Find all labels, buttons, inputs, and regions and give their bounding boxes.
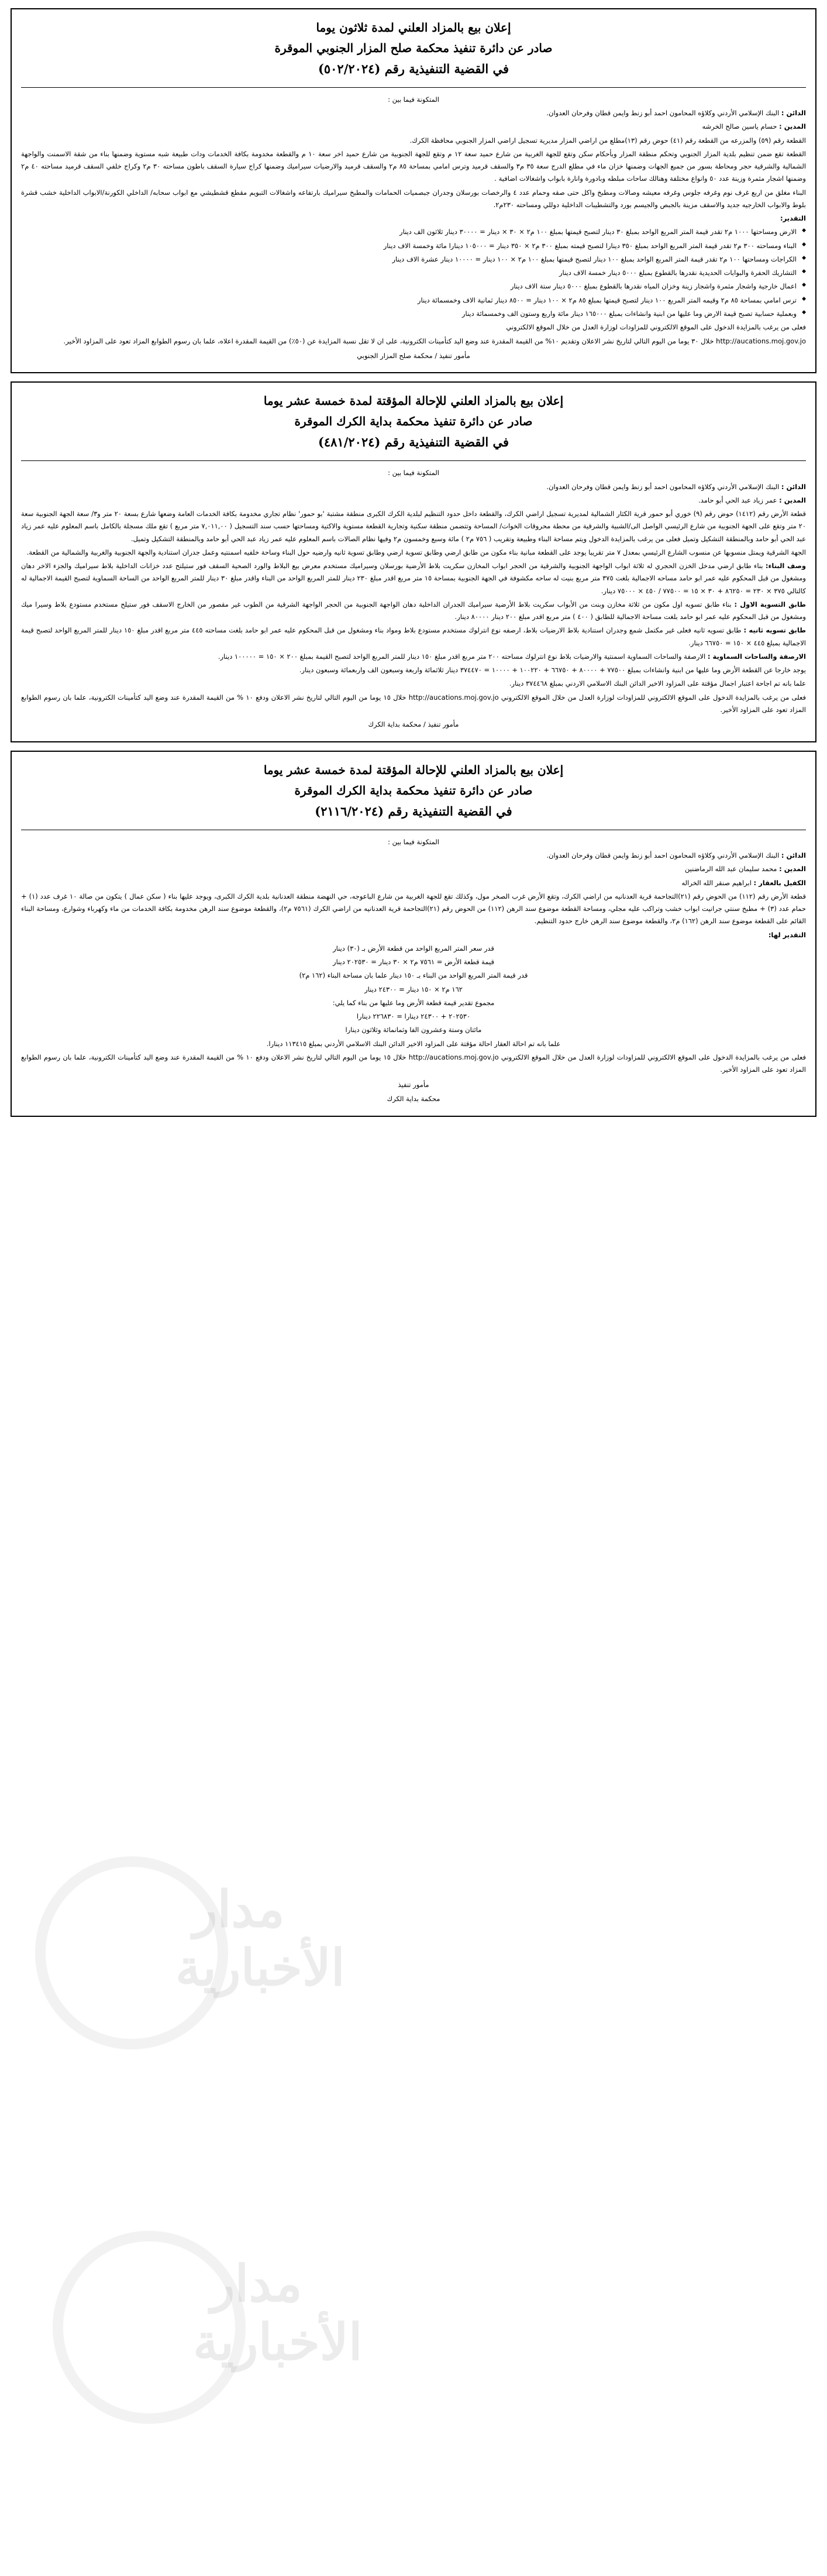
- notice-3-party-guarantor: [21, 877, 806, 889]
- document-page: [0, 8, 827, 2576]
- notice-3-title-line1: إعلان بيع بالمزاد العلني للإحالة المؤقتة لمدة خمسة عشر يوما: [263, 762, 564, 777]
- notice-3-valuation-line: قدر سعر المتر المربع الواحد من قطعة الأرض بـ (٣٠) دينار: [333, 944, 494, 952]
- notice-1-paragraph: القطعة تقع ضمن تنظيم بلدية المزار الجنوبي وتحكم منطقة المزار وبأحكام سكن وتقع للجهة الغربية من شارع حميد سعة ١٢ م وتقع للجهة الجنوبية من شارع حميد اخر سعة ١٠ م والقطعة مخدومة بكافة الخدمات ودات طبيعة شبه مستوية وضمنها بناء من شقة الاسمنت والواجهة الشمالية والشرقية حجر ومحاطة بسور من جميع الجهات وضمنها خزان ماء في مطلع الدرج سعة ٣٥ م٣ والسقف قرميد وترس امامي بمساحة ٨٥ م٢ والسقف قرميد والارضيات سيراميك وضمنها كراج سيارة السقف باطون مساحته ٣٠ م٢ وكراج خلفي السقف قرميد مساحته ٤٠ م٢ وضمنها اشجار مثمرة وزينة عدد ٥٠ وانواع مختلفة وهنالك ساحات مبلطه وبادورة وانارة بابواب واشغالات اضافية .: [21, 149, 807, 183]
- notice-3-valuation-line: مجموع تقدير قيمة قطعة الأرض وما عليها من بناء كما يلي:: [332, 998, 495, 1007]
- notice-2-subsection-text: بناء طابق ارضي مدخل الخزن الحجري له ثلاثة ابواب الواجهة الجنوبية والشرقية من الحجر ابواب المخازن سكريت بلاط الأرضية بورسلان وسيراميك مستخدم معرض بيع البلاط والورد الصحية السقف فور ستيلتح عدد خزانات الداخلية بلاط سيراميك والجزء الاخر دهان ومشغول من قبل المحكوم عليه عمر ابو حامد مساحه الاجمالية بلغت ٣٧٥ متر مربع بنيت له ساحه مكشوفة في الجهة الجنوبية بمساحة ١٥ متر مربع اقدر مبلغ ٢٣٠ دينار للمتر المربع الواحد من البناء واقدر مبلغ ٣٠ دينار للمتر المربع الواحد من الساحة السماوية لتصبح القيمة الاجمالية له كالتالي ٣٧٥ × ٢٣٠ = ٨٦٢٥٠ + ٣٠ × ١٥ = ٧٧٥٠٠ / ٤٥٠ × ٧٥٠٠٠ دينار.: [21, 562, 806, 595]
- notice-2-subsection-text: طابق تسويه ثانيه فعلى غير مكتمل شمع وجدران استنادية بلاط الارضيات بلاط، ارصفه نوع انترلوك مستخدم مستودع بلاط ومواد بناء ومشغول من قبل المحكوم عليه عمر ابو حامد بلغت مساحته ٤٤٥ متر مربع اقدر مبلغ ١٥٠ دينار للمتر المربع الواحد لتصبح قيمة الاجمالية بمبلغ ٤٤٥ × ١٥٠ = ٦٦٧٥٠ دينار.: [21, 626, 806, 647]
- notice-3-party-debtor: [21, 863, 806, 875]
- notice-3-valuation-line: علما بانه تم احالة العقار احالة مؤقتة على المزاود الاخير الدائن البنك الاسلامي الأردني بمبلغ ١١٣٤١٥ دينارا.: [266, 1039, 561, 1048]
- notice-3-party-creditor-value: البنك الإسلامي الأردني وكلاؤه المحامون احمد أبو زنط وايمن قطان وفرحان العدوان.: [546, 851, 780, 859]
- watermark-text: مدار: [193, 1880, 285, 1939]
- notice-3-header: [21, 760, 806, 823]
- notice-2-extra-paragraph: يوجد خارجا عن القطعة الأرض وما عليها من ابنية وانشاءات بمبلغ ٧٧٥٠٠ + ٨٠٠٠٠ + ٦٦٧٥٠ + ١٠٠٢٢٠ + ١٠٠٠٠ = ٣٧٤٤٧٠ دينار ثلاثمائة واربعة وسبعون الف واربعمائة وسبعون دينار.: [299, 666, 806, 675]
- notice-2-extra-paragraph: فعلى من يرغب بالمزايدة الدخول على الموقع الالكتروني للمزاودات لوزارة العدل من خلال الموقع الالكتروني http://aucations.moj.gov.jo خلال ١٥ يوما من اليوم التالي لتاريخ نشر الاعلان ودفع ١٠ % من القيمة المقدرة عند وضع اليد كتأمينات الكترونية، علما بان رسوم الطوابع المزاد تعود على المزاود الأخير.: [21, 693, 806, 714]
- notice-2-subsection-title: طابق تسويه ثانيه :: [743, 626, 806, 635]
- notice-3-party-guarantor-label: الكفيل بالعقار :: [753, 878, 806, 887]
- notice-2-intro: المتكونة فيما بين :: [388, 469, 439, 477]
- notice-2-title-line3: في القضية التنفيذية رقم (٤٨١/٢٠٢٤): [318, 435, 509, 450]
- notice-3-valuation-line: قيمة قطعة الأرض = ٧٥٦١ م٢ × ٣٠ دينار = ٢٠٢٥٣٠ دينار: [333, 958, 494, 967]
- notice-1-intro: المتكونة فيما بين :: [388, 95, 439, 104]
- notice-3-title-line3: في القضية التنفيذية رقم (٢١١٦/٢٠٢٤): [315, 803, 512, 818]
- notice-1-party-creditor-label: الدائن :: [781, 109, 806, 118]
- notice-2-divider: [21, 460, 806, 461]
- notice-3-party-creditor: [21, 850, 806, 862]
- notice-2-subsection: [21, 651, 806, 663]
- notice-2-paragraph: قطعة الأرض رقم (١٤١٢) حوض رقم (٩) خوري أبو حمور قرية الكثار الشمالية لمديرية تسجيل اراضي الكرك، والقطعة داخل حدود التنظيم لبلدية الكرك الكبرى منطقة مشتبة 'بو حمور' نظام تجاري مخدومة بكافة الخدمات العامة وضعها شارع بسعة ٢٠ متر و٣/ سعة الجهة الجنوبية سعة ٢٠ متر وتقع على الجهة الجنوبية من شارع الرئيسي الواصل الى/الشبية والشرقية من محطة محروقات الخوات/ المساحة وتتضمن منطقة سكنية وتجارية القطعة مستوية والاكتية ومساحتها حسب سند التسجيل ( ٧,٠١١,٠٠ متر مربع ) تقع ملك مسجلة بالكامل باسم المعلوم عليه عمر زياد عبد الحي أبو حامد وبالمنطقة التشكيل وتميل فعلى من يرغب بالمزايدة الدخول ويتم مساحة البناء وطبيعة وتقريب ( ٧٥٦ م٢ ) مائة وسبع وخمسون م٢ وفيها نظام الصالات باسم المعلوم عليه عمر زياد عبد الحي أبو حامد وبالمنطقة التشكيل وتميل.: [21, 510, 807, 543]
- list-item: ◆ الارض ومساحتها ١٠٠٠ م٢ تقدر قيمة المتر المربع الواحد بمبلغ ٣٠ دينار لتصبح قيمتها بمبلغ ١٠٠ م٢ × ٣٠ × دينار = ٣٠٠٠٠ دينار ثلاثون الف دينار: [21, 226, 806, 238]
- notice-3-party-guarantor-value: ابراهيم صنقر الله الخراله: [681, 878, 752, 887]
- auction-notice-3: [11, 751, 816, 1117]
- notice-2-party-debtor-label: المدين :: [779, 496, 806, 504]
- notice-2-subsection-title: الارصفة والساحات السماوية :: [707, 652, 806, 661]
- list-item: ◆ البناء ومساحته ٣٠٠ م٢ تقدر قيمة المتر المربع الواحد بمبلغ ٣٥٠ دينارا لتصبح قيمته بمبلغ ٣٠٠ م٢ × ٣٥٠ دينار = ١٠٥٠٠٠ دينارا مائة وخمسة الاف دينار: [21, 240, 806, 252]
- notice-1-title-line3: في القضية التنفيذية رقم (٥٠٢/٢٠٢٤): [318, 61, 509, 76]
- list-item: ◆ وبعملية حسابية تصبح قيمة الارض وما عليها من ابنية وانشاءات بمبلغ ١٦٥٠٠٠ دينار مائة واربع وستون الف وخمسمائة دينار: [21, 308, 806, 320]
- notice-1-party-debtor-label: المدين :: [779, 122, 806, 131]
- notice-2-signature: مأمور تنفيذ / محكمة بداية الكرك: [368, 720, 459, 729]
- notice-2-subsection: [21, 624, 806, 649]
- notice-2-paragraph: الجهة الشرقية ويمتل منسوبها عن منسوب الشارع الرئيسي بمعدل ٧ متر تقريبا يوجد على القطعة مبانية بناء مكون من طابق ارضي وطابق تسوية ارضي وطابق تسوية ثانيه وارضيه حول البناء وساحة خلفيه اسمنتيه وعمل جدران استنادية والجهة الجنوبية والغربية والشمالية من القطعة.: [26, 548, 806, 556]
- notice-2-party-creditor-value: البنك الإسلامي الأردني وكلاؤه المحامون احمد أبو زنط وايمن قطان وفرحان العدوان.: [546, 482, 780, 491]
- notice-3-party-debtor-value: محمد سليمان عبد الله الرماضنين: [684, 865, 777, 873]
- watermark-text: الأخبارية: [175, 1938, 345, 1997]
- watermark-layer: [0, 1786, 827, 2576]
- notice-2-subsection-title: طابق التسوية الاول :: [734, 600, 807, 608]
- notice-1-signature: مأمور تنفيذ / محكمة صلح المزار الجنوبي: [357, 351, 470, 360]
- notice-3-valuation-line: قدر قيمة المتر المربع الواحد من البناء بـ ١٥٠ دينار علما بان مساحة البناء (١٦٢ م٢): [299, 971, 528, 980]
- notice-3-title-line2: صادر عن دائرة تنفيذ محكمة بداية الكرك الموقرة: [294, 783, 533, 797]
- auction-notice-2: [11, 381, 816, 742]
- notice-3-signature-line2: محكمة بداية الكرك: [387, 1095, 440, 1103]
- notice-1-header: [21, 18, 806, 80]
- notice-1-party-creditor-value: البنك الإسلامي الأردني وكلاؤه المحامون احمد أبو زنط وايمن قطان وفرحان العدوان.: [546, 109, 780, 118]
- list-item: ◆ ترس امامي بمساحة ٨٥ م٢ وقيمه المتر المربع ١٠٠ دينار لتصبح قيمتها بمبلغ ٨٥ م٢ × ١٠٠ دينار = ٨٥٠٠ دينار ثمانية الاف وخمسمائة دينار: [21, 294, 806, 307]
- notice-1-closing-line2: http://aucations.moj.gov.jo خلال ٣٠ يوما من اليوم التالي لتاريخ نشر الاعلان وتقديم ١٠% من القيمة المقدرة عند وضع اليد كتأمينات الكترونية، على ان لا تقل نسبة المزايدة عن (٥٠٪) من القيمة المقدرة اعلاه، علما بان رسوم الطوابع المزاد تعود على المزاود الأخير.: [63, 336, 806, 345]
- notice-2-title-line2: صادر عن دائرة تنفيذ محكمة بداية الكرك الموقرة: [294, 414, 533, 429]
- notice-3-signature-line1: مأمور تنفيذ: [398, 1080, 429, 1089]
- notice-2-header: [21, 391, 806, 453]
- watermark-circle-icon: [53, 2231, 246, 2424]
- notice-2-subsection-text: الارصفة والساحات السماوية اسمنتية والارضيات بلاط نوع انترلوك مساحته ٢٠٠ متر مربع اقدر مبلغ ١٥٠ دينار للمتر المربع الواحد لتصبح القيمة بمبلغ ٢٠٠ × ١٥٠ = ١٠٠٠٠٠ دينار.: [218, 652, 706, 661]
- notice-3-body: [21, 836, 806, 1077]
- notice-1-valuation-title: التقدير:: [780, 214, 806, 223]
- notice-1-party-debtor-value: حسام ياسين صالح الخرشه: [702, 122, 777, 131]
- list-item: ◆ الكراجات ومساحتها ١٠٠ م٢ تقدر قيمة المتر المربع الواحد بمبلغ ١٠٠ دينار لتصبح قيمتها بمبلغ ١٠٠ م٢ × ١٠٠ دينار = ١٠٠٠٠ دينار عشرة الاف دينار: [21, 253, 806, 266]
- notice-2-party-debtor: [21, 494, 806, 507]
- notice-1-divider: [21, 87, 806, 88]
- watermark-circle-icon: [35, 1856, 228, 2049]
- notice-3-paragraph: قطعة الأرض رقم (١١٢) من الحوض رقم (٢١)التجاحمة قرية العدنانيه من اراضي الكرك، وتقع الأرض غرب الصخر مول، وكذلك تقع للجهة الغربية من شارع الباعوجه، حي النهضة منطقة العدنانية بلدية الكرك الكبرى، ويوجد عليها بناء ( سكن عمال ) يتكون من صالة ١٠ غرف عدد (١) + حمام عدد (٣) + مطبخ سنتي جرانيت ابواب خشب وتراكب عليه مجلي، ومساحة القطعة موضوع سند الرهن (١١٢) من الحوض رقم (٢١)التجاحمة قرية العدنانيه من اراضي الكرك (٧٥٦١ م٢)، والقطعة موضوع سند الرهن مخدومة بكافة الخدمات من ماء وكهرباء وشوارع، ومساحة البناء القائم على القطعة موضوع سند الرهن (١٦٢) م٢، والقطعة موضوع سند الرهن خارج حدود التنظيم.: [21, 892, 807, 926]
- watermark-text: مدار: [211, 2254, 302, 2313]
- notice-2-subsection-title: وصف البناء:: [765, 562, 807, 570]
- notice-1-closing-line1: فعلى من يرغب بالمزايدة الدخول على الموقع الالكتروني للمزاودات لوزارة العدل من خلال الموقع الالكتروني: [506, 323, 806, 332]
- notice-2-body: [21, 467, 806, 716]
- auction-notice-1: [11, 8, 816, 373]
- notice-2-party-creditor: [21, 481, 806, 493]
- notice-1-paragraph: القطعة رقم (٥٩) والمزرعه من القطعة رقم (٤١) حوض رقم (١٣)مطلع من اراضي المزار مديرية تسجيل اراضي المزار الجنوبي محافظة الكرك.: [409, 136, 806, 145]
- notice-2-title-line1: إعلان بيع بالمزاد العلني للإحالة المؤقتة لمدة خمسة عشر يوما: [263, 394, 564, 408]
- notice-1-party-debtor: [21, 121, 806, 133]
- notice-1-valuation-list: [21, 226, 806, 320]
- notice-1-body: [21, 94, 806, 348]
- notice-3-party-creditor-label: الدائن :: [781, 851, 806, 859]
- notice-1-title-line2: صادر عن دائرة تنفيذ محكمة صلح المزار الجنوبي الموقرة: [274, 41, 553, 55]
- notice-3-closing: فعلى من يرغب بالمزايدة الدخول على الموقع الالكتروني للمزاودات لوزارة العدل من خلال الموقع الالكتروني http://aucations.moj.gov.jo خلال ١٥ يوما من اليوم التالي لتاريخ نشر الاعلان ودفع ١٠ % من القيمة المقدرة عند وضع اليد كتأمينات الكترونية، علما بان رسوم الطوابع المزاد تعود على المزاود الأخير.: [21, 1053, 806, 1074]
- notice-3-intro: المتكونة فيما بين :: [388, 837, 439, 846]
- notice-3-valuation-title: التقدير لها:: [768, 930, 806, 939]
- notice-2-party-debtor-value: عمر زياد عبد الحي أبو حامد.: [698, 496, 777, 504]
- watermark-text: الأخبارية: [193, 2313, 363, 2372]
- notice-3-valuation-line: مائتان وستة وعشرون الفا وثمانمائة وثلاثون دينارا: [345, 1026, 482, 1034]
- notice-2-subsection: [21, 599, 806, 624]
- notice-1-title-line1: إعلان بيع بالمزاد العلني لمدة ثلاثون يوما: [316, 20, 511, 35]
- list-item: ◆ اعمال خارجية واشجار مثمرة واشجار زينة وخزان المياه نقدرها بالقطوع بمبلغ ٥٠٠٠ دينار ستة الاف دينار: [21, 280, 806, 293]
- notice-2-party-creditor-label: الدائن :: [781, 482, 806, 491]
- notice-1-paragraph: البناء مغلق من اربع غرف نوم وغرفه جلوس وغرفه معيشه وصالات ومطبخ واكل حتى صقه وحمام عدد ٤ والرخصات بورسلان وجدران جبصميات الحمامات والمطبخ سيراميك بارتفاعه واشغالات التبويم مقطع قشطيشي مع ابواب سحابه/ الداخلي الكورنة/الابواب الداخلية خشب قشرة بلوط والابواب الخارجيه جديد والاسقف مزينة بالجبص والجيسم بورد والتشطيبات الداخلية دوللي ومساحته ٢٣٠م٢.: [21, 188, 806, 209]
- notice-2-subsection-text: بناء طابق تسويه اول مكون من ثلاثة مخازن وبنت من الأبواب سكريت بلاط الأرضية سيراميك الجدران الداخلية دهان الواجهة الجنوبية من الحجر الواجهة الشرقية من الطوب غير مقصور من الخارج الاسقف فور ستيلح مستخدم مستودع بلاط وسيرا ميك ومشغول من قبل المحكوم عليه عمر ابو حامد بلغت مساحة الاجمالية للطابق ( ٤٠٠ ) متر مربع اقدر مبلغ ٢٠٠ دينار ٨٠٠٠٠ دينار.: [21, 600, 806, 621]
- list-item: ◆ التشاريك الحفرة والبوابات الحديدية نقدرها بالقطوع بمبلغ ٥٠٠٠ دينار خمسة الاف دينار: [21, 267, 806, 279]
- notice-1-party-creditor: [21, 107, 806, 119]
- notice-3-party-debtor-label: المدين :: [779, 865, 806, 873]
- notice-2-subsection: [21, 560, 806, 597]
- notice-3-valuation-line: ١٦٢ م٢ × ١٥٠ دينار = ٢٤٣٠٠ دينار: [364, 985, 463, 993]
- notice-2-extra-paragraph: علما بانه تم اجاحة اعتبار اجمال مؤقتة على المزاود الاخير الدائن البنك الاسلامي الاردني بمبلغ ٣٧٤٤٦٨ دينار.: [509, 679, 806, 688]
- notice-3-valuation-line: ٢٠٢٥٣٠ + ٢٤٣٠٠ دينارا = ٢٢٦٨٣٠ دينارا: [356, 1012, 471, 1021]
